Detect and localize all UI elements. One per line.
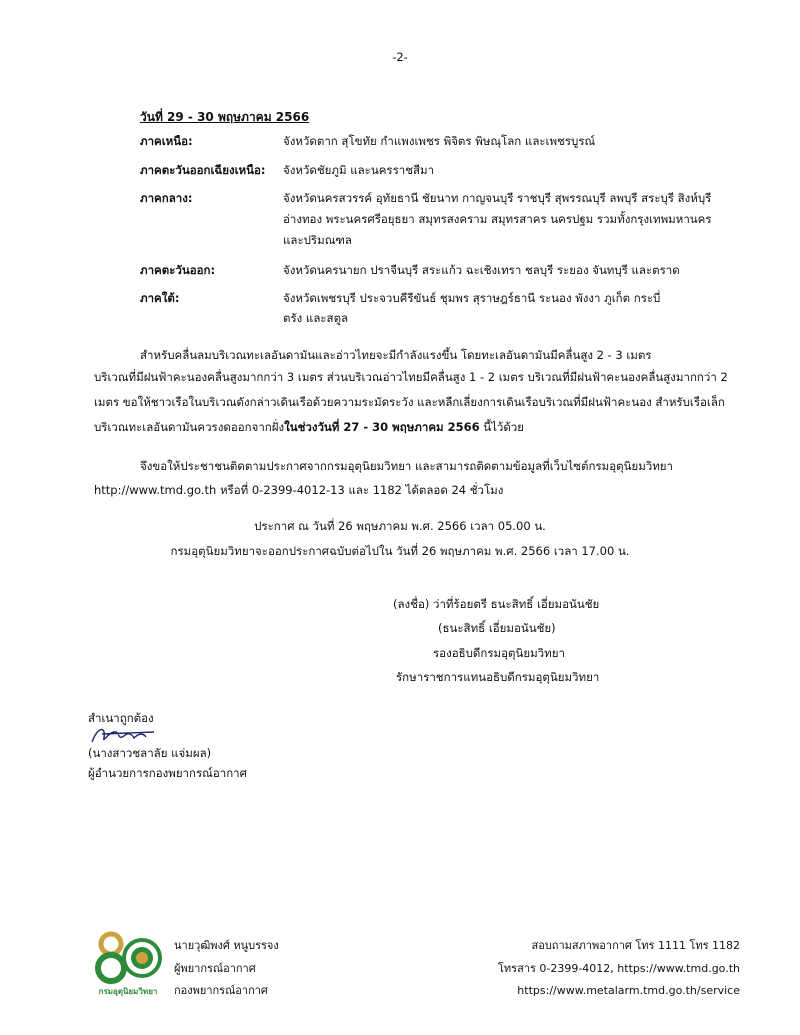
logo-graphic xyxy=(92,930,164,986)
footer-division: กองพยากรณ์อากาศ xyxy=(174,984,268,997)
certified-position: ผู้อำนวยการกองพยากรณ์อากาศ xyxy=(88,766,247,780)
wave-paragraph-line3: เมตร ขอให้ชาวเรือในบริเวณดังกล่าวเดินเรือด้วยความระมัดระวัง และหลีกเลี่ยงการเดินเรือบริเวณที่มีฝนฟ้าคะนอง สำหรับเรือเล็ก xyxy=(94,395,725,409)
region-value-north: จังหวัดตาก สุโขทัย กำแพงเพชร พิจิตร พิษณุโลก และเพชรบูรณ์ xyxy=(283,134,596,148)
certified-title: สำเนาถูกต้อง xyxy=(88,711,154,725)
page-number: -2- xyxy=(392,50,408,64)
footer-contact-service: https://www.metalarm.tmd.go.th/service xyxy=(517,984,740,997)
region-value-south-line1: จังหวัดเพชรบุรี ประจวบคีรีขันธ์ ชุมพร สุราษฎร์ธานี ระนอง พังงา ภูเก็ต กระบี่ xyxy=(283,291,661,305)
signature-name: (ธนะสิทธิ์ เอี่ยมอนันชัย) xyxy=(438,621,556,635)
wave-paragraph-line2: บริเวณที่มีฝนฟ้าคะนองคลื่นสูงมากกว่า 3 เมตร ส่วนบริเวณอ่าวไทยมีคลื่นสูง 1 - 2 เมตร บริเวณที่มีฝนฟ้าคะนองคลื่นสูงมากกว่า 2 xyxy=(94,370,728,384)
region-label-central: ภาคกลาง: xyxy=(140,191,193,205)
follow-paragraph-line2: http://www.tmd.go.th หรือที่ 0-2399-4012-13 และ 1182 ได้ตลอด 24 ชั่วโมง xyxy=(94,483,504,497)
signature-signed: (ลงชื่อ) ว่าที่ร้อยตรี ธนะสิทธิ์ เอี่ยมอนันชัย xyxy=(393,597,600,611)
region-value-south-line2: ตรัง และสตูล xyxy=(283,311,349,325)
region-label-east: ภาคตะวันออก: xyxy=(140,263,216,277)
region-value-central-line3: และปริมณฑล xyxy=(283,233,352,247)
signature-position2: รักษาราชการแทนอธิบดีกรมอุตุนิยมวิทยา xyxy=(396,670,600,684)
wave-paragraph-line1: สำหรับคลื่นลมบริเวณทะเลอันดามันและอ่าวไทยจะมีกำลังแรงขึ้น โดยทะเลอันดามันมีคลื่นสูง 2 - 3 เมตร xyxy=(140,348,652,362)
footer-contact-fax: โทรสาร 0-2399-4012, https://www.tmd.go.th xyxy=(498,962,740,975)
wave-line4-end: นี้ไว้ด้วย xyxy=(479,420,525,434)
region-value-central-line2: อ่างทอง พระนครศรีอยุธยา สมุทรสงคราม สมุทรสาคร นครปฐม รวมทั้งกรุงเทพมหานคร xyxy=(283,212,712,226)
region-label-northeast: ภาคตะวันออกเฉียงเหนือ: xyxy=(140,163,266,177)
tmd-80th-anniversary-logo xyxy=(92,930,164,998)
footer-forecaster: นายวุฒิพงศ์ หนูบรรจง xyxy=(174,939,279,952)
small-boat-warning-period: ในช่วงวันที่ 27 - 30 พฤษภาคม 2566 xyxy=(284,420,480,434)
announce-line: ประกาศ ณ วันที่ 26 พฤษภาคม พ.ศ. 2566 เวลา 05.00 น. xyxy=(254,519,546,533)
wave-paragraph-line4 xyxy=(94,419,734,435)
certified-name: (นางสาวชลาลัย แจ่มผล) xyxy=(88,746,212,760)
next-issue-line: กรมอุตุนิยมวิทยาจะออกประกาศฉบับต่อไปใน วันที่ 26 พฤษภาคม พ.ศ. 2566 เวลา 17.00 น. xyxy=(170,544,630,558)
date-heading: วันที่ 29 - 30 พฤษภาคม 2566 xyxy=(140,110,310,124)
region-label-south: ภาคใต้: xyxy=(140,291,180,305)
region-label-north: ภาคเหนือ: xyxy=(140,134,193,148)
region-value-east: จังหวัดนครนายก ปราจีนบุรี สระแก้ว ฉะเชิงเทรา ชลบุรี ระยอง จันทบุรี และตราด xyxy=(283,263,680,277)
footer-contact-phone: สอบถามสภาพอากาศ โทร 1111 โทร 1182 xyxy=(531,939,740,952)
wave-line4-text: บริเวณทะเลอันดามันควรงดออกจากฝั่ง xyxy=(94,420,285,434)
signature-position1: รองอธิบดีกรมอุตุนิยมวิทยา xyxy=(433,646,565,660)
footer-role: ผู้พยากรณ์อากาศ xyxy=(174,962,256,975)
region-value-northeast: จังหวัดชัยภูมิ และนครราชสีมา xyxy=(283,163,435,177)
follow-paragraph-line1: จึงขอให้ประชาชนติดตามประกาศจากกรมอุตุนิยมวิทยา และสามารถติดตามข้อมูลที่เว็บไซต์กรมอุตุนิยมวิทยา xyxy=(140,459,674,473)
region-value-central-line1: จังหวัดนครสวรรค์ อุทัยธานี ชัยนาท กาญจนบุรี ราชบุรี สุพรรณบุรี ลพบุรี สระบุรี สิงห์บุรี xyxy=(283,191,712,205)
logo-text: กรมอุตุนิยมวิทยา xyxy=(98,987,158,996)
